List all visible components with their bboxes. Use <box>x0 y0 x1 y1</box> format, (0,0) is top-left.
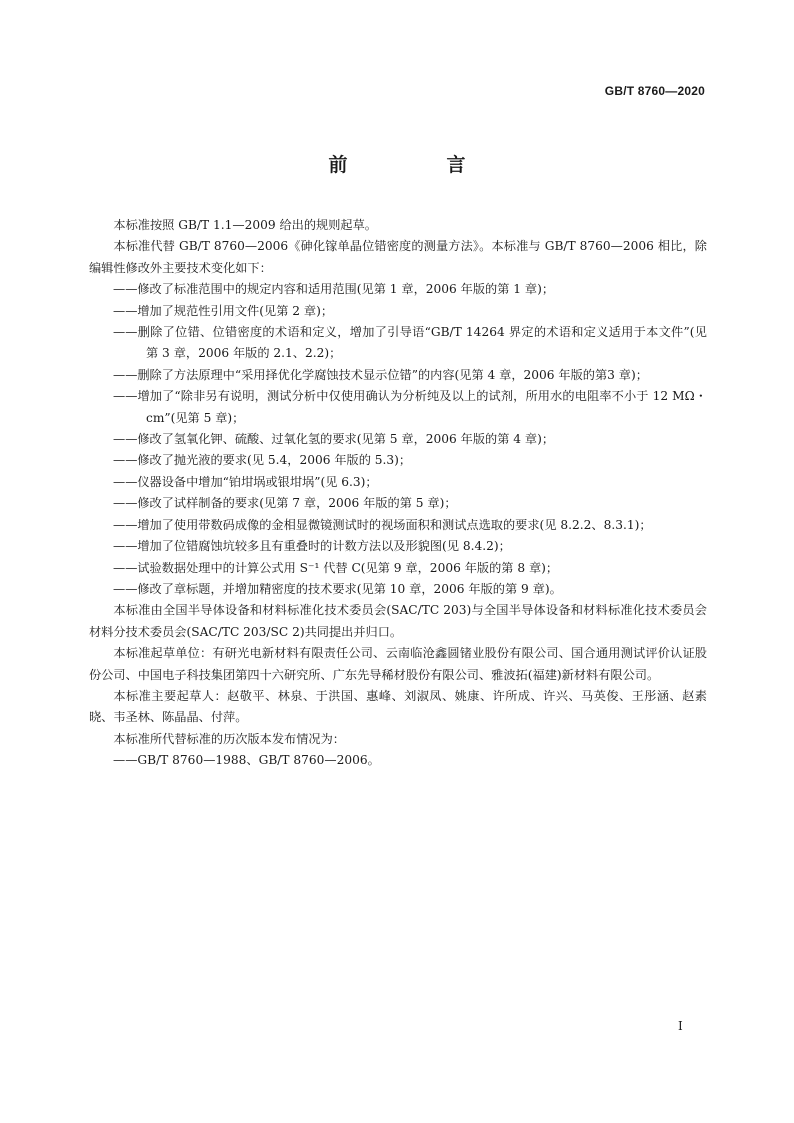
paragraph-replacement: 本标准代替 GB/T 8760—2006《砷化镓单晶位错密度的测量方法》。本标准与 GB/T 8760—2006 相比，除编辑性修改外主要技术变化如下： <box>89 239 707 275</box>
paragraph-proposer: 本标准由全国半导体设备和材料标准化技术委员会(SAC/TC 203)与全国半导体设备和材料标准化技术委员会材料分技术委员会(SAC/TC 203/SC 2)共同提出并归口。 <box>89 603 707 639</box>
change-item: ——增加了规范性引用文件(见第 2 章)； <box>113 303 334 318</box>
change-item: ——删除了位错、位错密度的术语和定义，增加了引导语“GB/T 14264 界定的术语和定义适用于本文件”(见第 3 章，2006 年版的 2.1、2.2)； <box>113 325 707 361</box>
change-item: ——修改了标准范围中的规定内容和适用范围(见第 1 章，2006 年版的第 1 章)； <box>113 282 555 297</box>
page-number: I <box>678 1019 683 1033</box>
paragraph-history-intro: 本标准所代替标准的历次版本发布情况为： <box>113 731 345 746</box>
change-item: ——增加了“除非另有说明，测试分析中仅使用确认为分析纯及以上的试剂，所用水的电阻率不小于 12 MΩ・cm”(见第 5 章)； <box>113 389 707 425</box>
change-item: ——试验数据处理中的计算公式用 S⁻¹ 代替 C(见第 9 章，2006 年版的第 8 章)； <box>113 560 559 575</box>
change-item: ——修改了抛光液的要求(见 5.4，2006 年版的 5.3)； <box>113 453 412 468</box>
standard-id: GB/T 8760—2020 <box>604 84 705 98</box>
change-item: ——增加了使用带数码成像的金相显微镜测试时的视场面积和测试点选取的要求(见 8.2.2、8.3.1)； <box>113 517 652 532</box>
change-item: ——仪器设备中增加“铂坩埚或银坩埚”(见 6.3)； <box>113 474 378 489</box>
change-item: ——删除了方法原理中“采用择优化学腐蚀技术显示位错”的内容(见第 4 章，2006 年版的第3 章)； <box>113 367 648 382</box>
change-item: ——修改了氢氧化钾、硫酸、过氧化氢的要求(见第 5 章，2006 年版的第 4 章)； <box>113 432 555 447</box>
page-title: 前 言 <box>328 154 506 176</box>
paragraph-drafting-units: 本标准起草单位：有研光电新材料有限责任公司、云南临沧鑫圆锗业股份有限公司、国合通用测试评价认证股份公司、中国电子科技集团第四十六研究所、广东先导稀材股份有限公司、雅波拓(福建)新材料有限公司。 <box>89 646 707 682</box>
paragraph-drafting-rules: 本标准按照 GB/T 1.1—2009 给出的规则起草。 <box>113 218 377 232</box>
change-item: ——增加了位错腐蚀坑较多且有重叠时的计数方法以及形貌图(见 8.4.2)； <box>113 539 511 554</box>
paragraph-drafters: 本标准主要起草人：赵敬平、林泉、于洪国、惠峰、刘淑凤、姚康、许所成、许兴、马英俊、王彤涵、赵素晓、韦圣林、陈晶晶、付萍。 <box>89 688 707 725</box>
history-item: ——GB/T 8760—1988、GB/T 8760—2006。 <box>113 753 380 768</box>
foreword-body <box>89 215 707 772</box>
change-item: ——修改了章标题，并增加精密度的技术要求(见第 10 章，2006 年版的第 9 章)。 <box>113 581 562 596</box>
change-item: ——修改了试样制备的要求(见第 7 章，2006 年版的第 5 章)； <box>113 496 457 511</box>
